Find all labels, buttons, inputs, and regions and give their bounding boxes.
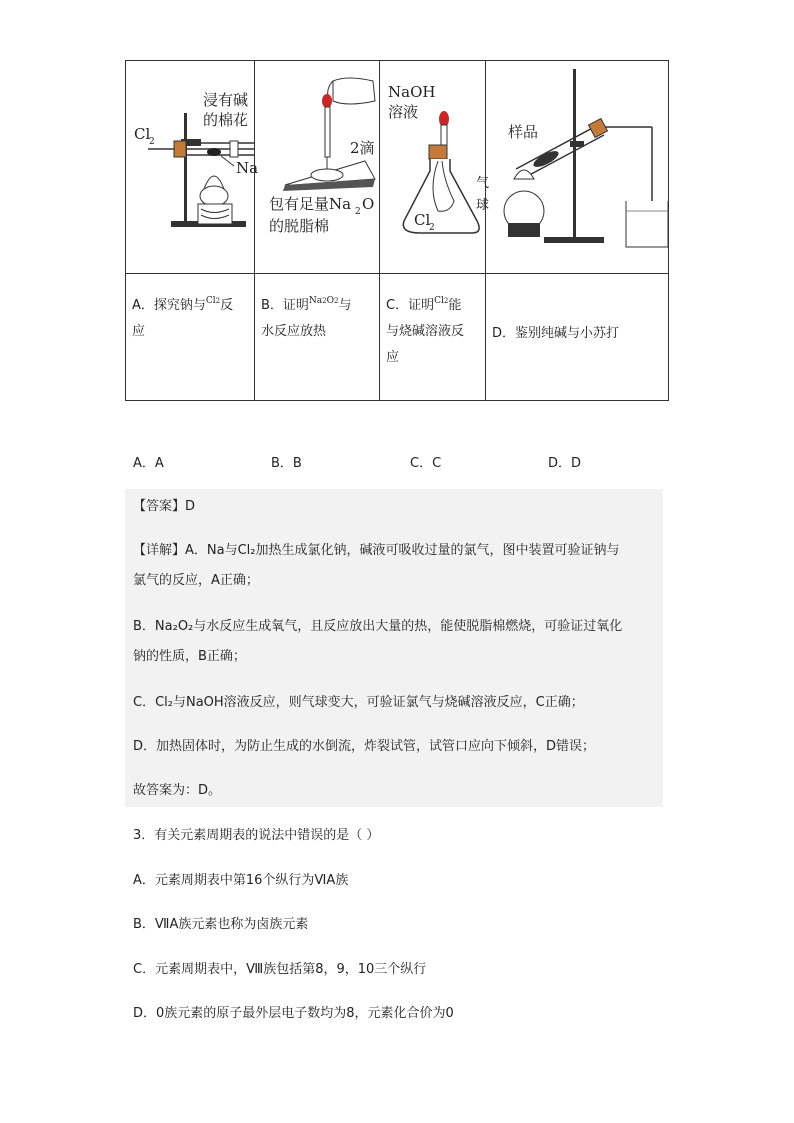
question-3-option-c: C．元素周期表中，Ⅷ族包括第8，9，10三个纵行 <box>133 962 427 977</box>
figure-c-cl-label: Cl <box>414 211 431 229</box>
figure-d-sample-label: 样品 <box>508 123 539 141</box>
figure-c-balloon-label-2: 球 <box>476 198 490 213</box>
detail-a-line-2: 氯气的反应，A正确； <box>133 573 259 588</box>
figure-a-label-2: 的棉花 <box>203 111 249 129</box>
figure-b-o-label: O <box>362 195 375 213</box>
figure-c-apparatus <box>380 61 490 273</box>
figure-a-na-label: Na <box>236 159 259 177</box>
detail-c: C．Cl₂与NaOH溶液反应，则气球变大，可验证氯气与烧碱溶液反应，C正确； <box>133 695 584 710</box>
caption-b: B．证明$^{Na2O2}$与 水反应放热 <box>255 274 380 401</box>
figure-c-cl-subscript: 2 <box>429 223 435 233</box>
figure-b-cell <box>255 61 380 274</box>
option-a: A．A <box>133 456 164 471</box>
caption-d: D．鉴别纯碱与小苏打 <box>486 274 669 401</box>
figure-a-label-1: 浸有碱 <box>203 91 249 109</box>
caption-a: A．探究钠与$^{Cl2}$反 应 <box>126 274 255 401</box>
question-3-stem: 3．有关元素周期表的说法中错误的是（ ） <box>133 828 380 843</box>
figure-b-label-1: 包有足量Na <box>269 195 352 213</box>
figure-a-apparatus <box>126 61 259 273</box>
detail-b-line-1: B．Na₂O₂与水反应生成氧气，且反应放出大量的热，能使脱脂棉燃烧，可验证过氧化 <box>133 619 623 634</box>
experiment-figure-table <box>125 60 669 401</box>
detail-b-line-2: 钠的性质，B正确； <box>133 649 246 664</box>
figure-c-cell <box>380 61 490 274</box>
figure-d-cell <box>486 61 669 274</box>
figure-c-naoh-label: NaOH <box>388 83 436 101</box>
figure-c-balloon-label-1: 气 <box>476 176 490 191</box>
detail-d: D．加热固体时，为防止生成的水倒流，炸裂试管，试管口应向下倾斜，D错误； <box>133 739 596 754</box>
figure-a-cl-subscript: 2 <box>149 137 155 147</box>
figure-d-apparatus <box>486 61 669 273</box>
figure-b-subscript: 2 <box>355 207 361 217</box>
figure-b-label-2: 的脱脂棉 <box>269 217 330 235</box>
question-3-option-b: B．ⅦA族元素也称为卤族元素 <box>133 917 309 932</box>
detail-a-line-1: 【详解】A．Na与Cl₂加热生成氯化钠，碱液可吸收过量的氯气，图中装置可验证钠与 <box>133 543 620 558</box>
option-d: D．D <box>548 456 582 471</box>
question-3-option-d: D．0族元素的原子最外层电子数均为8，元素化合价为0 <box>133 1006 454 1021</box>
figure-b-drops-label: 2滴 <box>350 139 375 157</box>
caption-c: C．证明$^{Cl2}$能 与烧碱溶液反 应 <box>380 274 486 401</box>
figure-a-cl-label: Cl <box>134 125 151 143</box>
conclusion: 故答案为：D。 <box>133 783 222 798</box>
answer-label: 【答案】D <box>133 499 196 514</box>
figure-b-apparatus <box>255 61 380 273</box>
figure-a-cell <box>126 61 259 274</box>
question-3-option-a: A．元素周期表中第16个纵行为ⅥA族 <box>133 873 349 888</box>
option-c: C．C <box>410 456 442 471</box>
option-b: B．B <box>271 456 302 471</box>
figure-c-solution-label: 溶液 <box>388 103 419 121</box>
